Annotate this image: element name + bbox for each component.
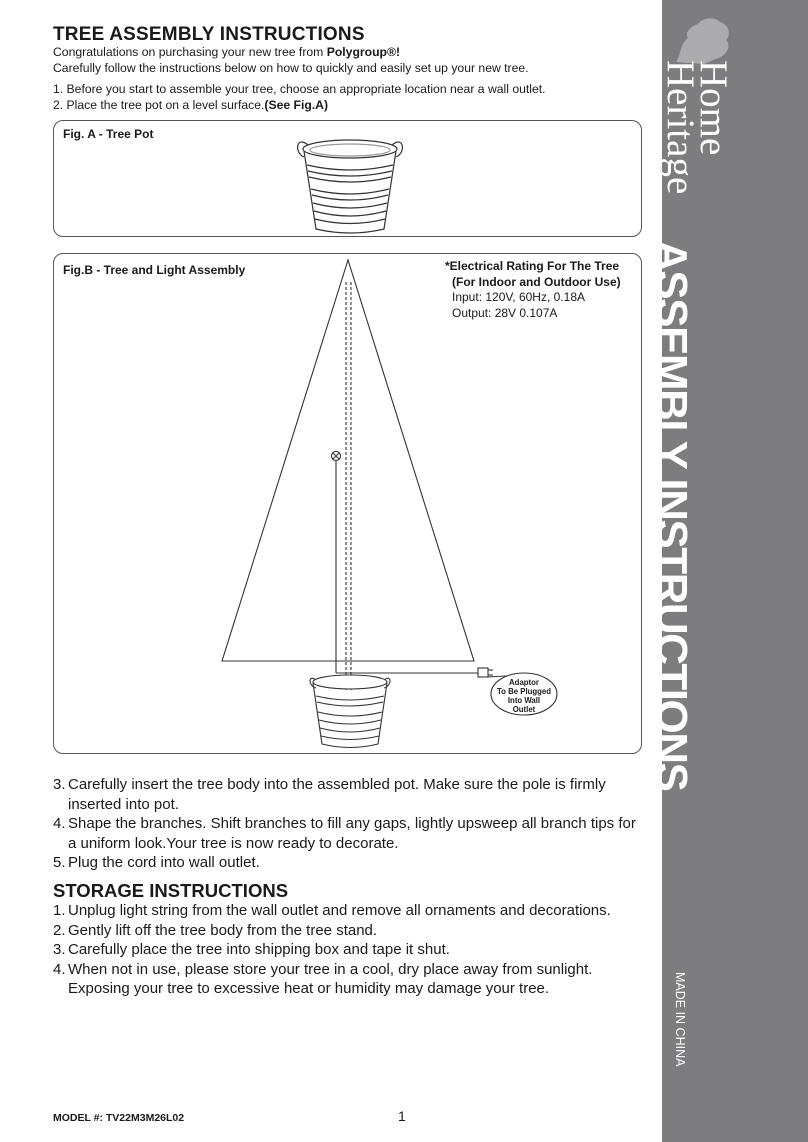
electrical-output: Output: 28V 0.107A — [452, 305, 558, 320]
adaptor-line: Adaptor — [509, 678, 539, 687]
sidebar-title: ASSEMBLY INSTRUCTIONS — [647, 240, 696, 791]
storage-step-1 — [53, 901, 611, 921]
tree-pot-illustration — [290, 127, 410, 237]
step-text: Carefully insert the tree body into the assembled pot. Make sure the pole is firmly — [68, 776, 606, 793]
intro-text: Congratulations on purchasing your new tree from — [53, 45, 327, 59]
step-2-text: 2. Place the tree pot on a level surface. — [53, 98, 265, 112]
page-title: TREE ASSEMBLY INSTRUCTIONS — [53, 24, 365, 45]
step-5 — [53, 853, 636, 873]
figure-a-label: Fig. A - Tree Pot — [63, 127, 154, 141]
step-text: Shape the branches. Shift branches to fill any gaps, lightly upsweep all branch tips for — [68, 815, 636, 832]
tree-outline — [222, 260, 474, 661]
storage-step-3 — [53, 940, 611, 960]
step-number: 4. — [53, 960, 66, 978]
step-number: 5. — [53, 854, 66, 871]
fig-a-reference: (See Fig.A) — [264, 98, 329, 112]
step-number: 1. — [53, 902, 66, 919]
brand-home: Home — [692, 60, 735, 156]
step-text: Plug the cord into wall outlet. — [68, 854, 260, 871]
intro-line-1 — [53, 45, 400, 59]
electrical-input: Input: 120V, 60Hz, 0.18A — [452, 290, 585, 304]
step-text-cont: Exposing your tree to excessive heat or humidity may damage your tree. — [68, 980, 550, 997]
tree-assembly-illustration — [54, 254, 643, 755]
adaptor-plug-icon — [478, 668, 488, 677]
adaptor-note — [496, 678, 552, 714]
figure-a-box — [53, 120, 642, 237]
storage-step-4 — [53, 960, 611, 980]
adaptor-line: To Be Plugged — [497, 687, 551, 696]
step-number: 4. — [53, 815, 66, 832]
page-number: 1 — [398, 1108, 406, 1124]
step-text: Unplug light string from the wall outlet and remove all ornaments and decorations. — [68, 902, 611, 919]
storage-title: STORAGE INSTRUCTIONS — [53, 880, 289, 901]
sidebar-band — [647, 0, 808, 1142]
step-text: Carefully place the tree into shipping box and tape it shut. — [68, 941, 450, 958]
adaptor-line: Outlet — [512, 705, 536, 714]
storage-steps — [53, 901, 611, 999]
figure-b-box — [53, 253, 642, 754]
electrical-rating-use: (For Indoor and Outdoor Use) — [452, 274, 621, 289]
brand-name: Polygroup®! — [326, 45, 401, 59]
figure-b-label: Fig.B - Tree and Light Assembly — [63, 263, 246, 277]
step-text-cont: a uniform look.Your tree is now ready to decorate. — [68, 834, 399, 852]
electrical-rating-title: *Electrical Rating For The Tree — [445, 259, 620, 273]
brand-heritage: Heritage — [659, 60, 702, 195]
adaptor-line: Into Wall — [507, 696, 541, 705]
storage-step-2 — [53, 921, 611, 941]
step-2 — [53, 98, 328, 112]
step-1: 1. Before you start to assemble your tree, choose an appropriate location near a wall outlet. — [53, 82, 546, 96]
made-in-label: MADE IN CHINA — [673, 972, 687, 1067]
step-number: 2. — [53, 921, 66, 939]
assembly-steps — [53, 775, 636, 873]
step-text-cont: inserted into pot. — [68, 795, 179, 813]
step-text: Gently lift off the tree body from the tree stand. — [68, 921, 378, 939]
pine-tree-logo-icon — [674, 14, 734, 66]
step-4 — [53, 814, 636, 834]
step-text: When not in use, please store your tree in a cool, dry place away from sunlight. — [68, 960, 593, 978]
step-number: 3. — [53, 776, 66, 793]
step-3 — [53, 775, 636, 795]
model-number: MODEL #: TV22M3M26L02 — [53, 1112, 185, 1124]
intro-line-2: Carefully follow the instructions below on how to quickly and easily set up your new tree. — [53, 61, 529, 75]
step-number: 3. — [53, 941, 66, 958]
